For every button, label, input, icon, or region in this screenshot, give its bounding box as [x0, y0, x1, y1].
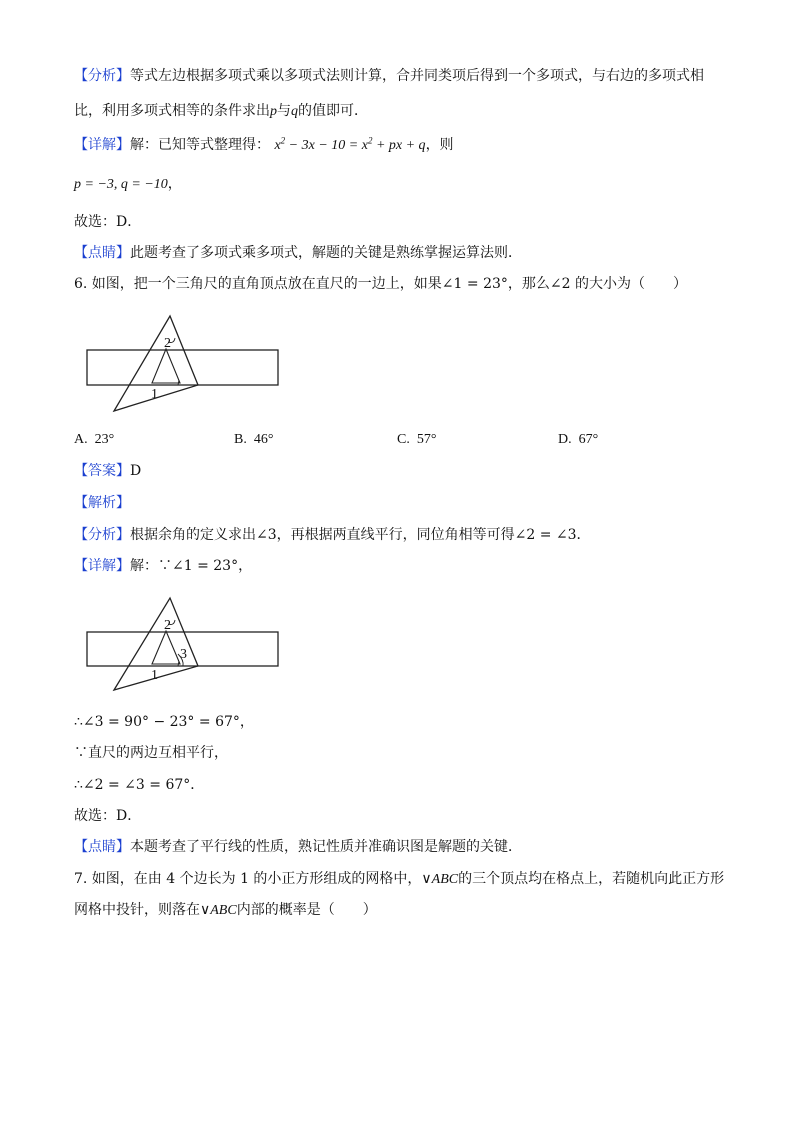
label-3: 3: [180, 647, 187, 662]
stem-text: 的三个顶点均在格点上，若随机向此正方形: [458, 871, 725, 887]
answer-tag: 【答案】: [74, 463, 130, 479]
label-2: 2: [164, 336, 171, 351]
answer-value: D: [130, 463, 142, 479]
q5-analysis-line1: [74, 66, 704, 86]
ruler-triangle-figure-1: [84, 310, 284, 414]
stem-text: 7. 如图，在由 4 个边长为 1 的小正方形组成的网格中，: [74, 871, 422, 887]
analysis-text: 的值即可．: [298, 103, 368, 119]
detail-text: 解：已知等式整理得：: [130, 137, 270, 153]
q5-analysis-line2: [74, 101, 368, 122]
then-text: ，则: [425, 137, 454, 153]
q6-step1: ∴∠3 = 90° − 23° = 67°，: [74, 714, 254, 730]
comment-tag: 【点睛】: [74, 839, 130, 855]
triangle-abc: ∨ABC: [200, 903, 237, 918]
q6-answer: [74, 461, 141, 481]
option-c[interactable]: C. 57°: [397, 432, 437, 447]
punct: ，: [167, 176, 182, 192]
explain-tag: 【解析】: [74, 495, 130, 511]
q6-analysis: [74, 525, 591, 545]
label-2: 2: [164, 618, 171, 633]
q5-detail-line: [74, 135, 454, 156]
q6-choice: 故选：D．: [74, 808, 142, 824]
var-q: q: [291, 104, 298, 119]
ruler-triangle-figure-2: [84, 596, 284, 700]
detail-tag: 【详解】: [74, 558, 130, 574]
angle1-mark: [178, 380, 179, 385]
analysis-text: 比，利用多项式相等的条件求出: [74, 103, 270, 119]
stem-text: 内部的概率是（ ）: [236, 902, 377, 918]
equation: $x^2 - 3x - 10 = x^2$ + px + q: [274, 135, 426, 153]
option-b[interactable]: B. 46°: [234, 432, 274, 447]
q7-stem-line2: [74, 900, 377, 921]
q5-choice: 故选：D．: [74, 214, 142, 230]
triangle-inner: [152, 631, 180, 664]
q6-step3: ∴∠2 = ∠3 = 67°．: [74, 777, 205, 793]
analysis-tag: 【分析】: [74, 68, 130, 84]
q5-result: [74, 174, 182, 195]
q6-comment: [74, 837, 522, 857]
angle1-mark: [178, 661, 179, 666]
triangle-inner: [152, 349, 180, 383]
detail-tag: 【详解】: [74, 137, 130, 153]
q5-comment: [74, 243, 522, 263]
option-a[interactable]: A. 23°: [74, 432, 115, 447]
var-p: p: [270, 104, 277, 119]
comment-text: 此题考查了多项式乘多项式，解题的关键是熟练掌握运算法则．: [130, 245, 522, 261]
q6-stem: 6. 如图，把一个三角尺的直角顶点放在直尺的一边上，如果∠1 = 23°，那么∠2 的大小为（ ）: [74, 276, 687, 292]
stem-text: 网格中投针，则落在: [74, 902, 200, 918]
q6-step2: ∵直尺的两边互相平行，: [74, 745, 228, 761]
label-1: 1: [151, 668, 158, 683]
option-d[interactable]: D. 67°: [558, 432, 599, 447]
result-equation: p = −3, q = −10: [74, 177, 168, 192]
q6-detail: [74, 556, 252, 576]
label-1: 1: [151, 387, 158, 402]
ruler: [87, 350, 278, 385]
q6-explain-tag: [74, 493, 130, 513]
analysis-tag: 【分析】: [74, 527, 130, 543]
q7-stem-line1: [74, 869, 724, 890]
analysis-text: 根据余角的定义求出∠3，再根据两直线平行，同位角相等可得∠2 = ∠3．: [130, 527, 591, 543]
and-text: 与: [277, 103, 291, 119]
detail-text: 解：∵∠1 = 23°，: [130, 558, 253, 574]
comment-tag: 【点睛】: [74, 245, 130, 261]
analysis-text: 等式左边根据多项式乘以多项式法则计算，合并同类项后得到一个多项式，与右边的多项式相: [130, 68, 704, 84]
comment-text: 本题考查了平行线的性质，熟记性质并准确识图是解题的关键．: [130, 839, 522, 855]
triangle-abc: ∨ABC: [421, 872, 459, 887]
